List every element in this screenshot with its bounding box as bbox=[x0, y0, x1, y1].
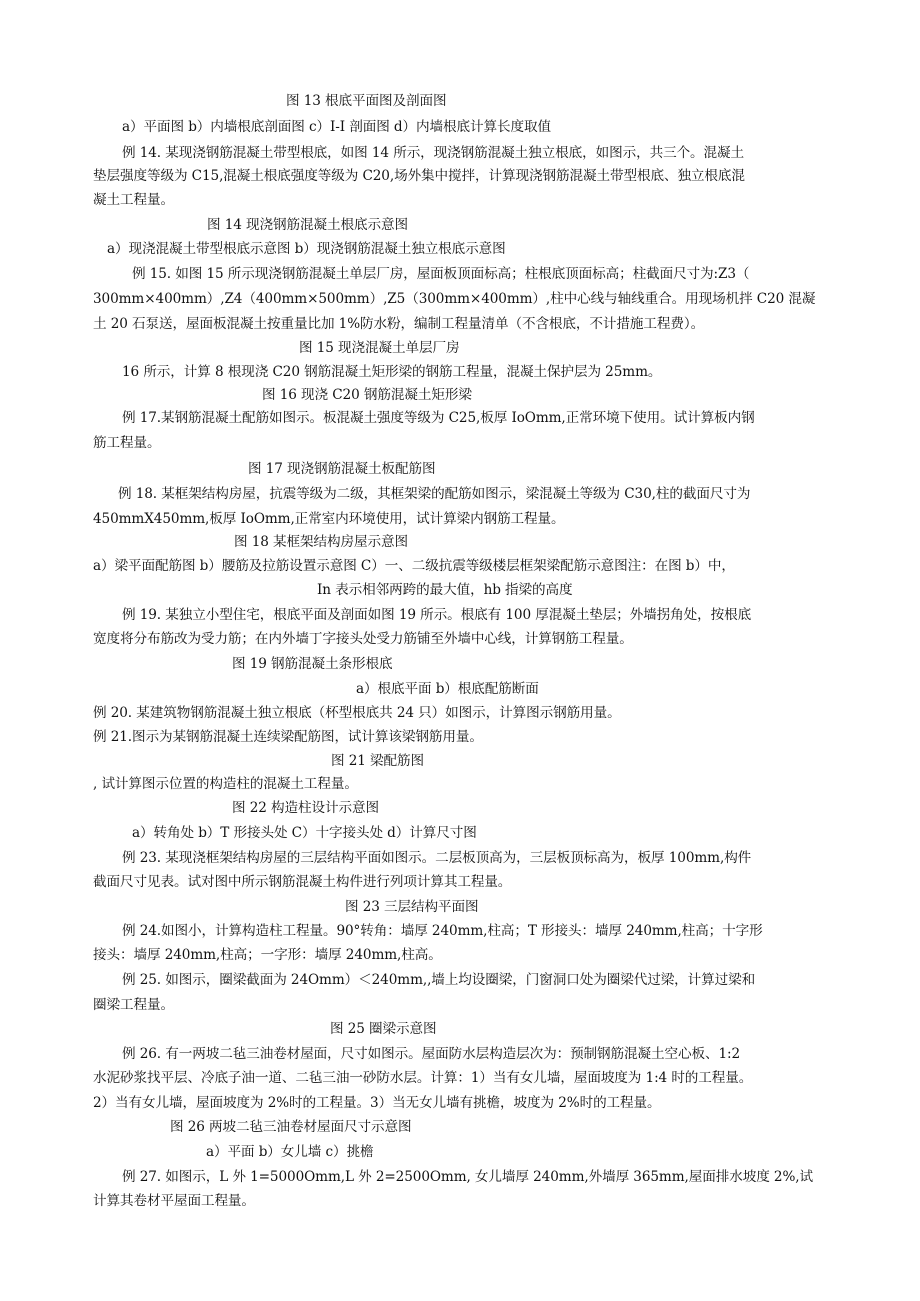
figure-subcaption-13: a）平面图 b）内墙根底剖面图 c）I-I 剖面图 d）内墙根底计算长度取值 bbox=[122, 119, 551, 135]
figure-caption-21: 图 21 梁配筋图 bbox=[331, 753, 425, 769]
example-14-text-line-1: 例 14. 某现浇钢筋混凝土带型根底，如图 14 所示，现浇钢筋混凝土独立根底，如图示，共三个。混凝土 bbox=[122, 145, 745, 161]
example-21-text: 例 21.图示为某钢筋混凝土连续梁配筋图，试计算该梁钢筋用量。 bbox=[93, 729, 483, 745]
example-14-text-line-3: 凝土工程量。 bbox=[93, 192, 174, 208]
example-14-text-line-2: 垫层强度等级为 C15,混凝土根底强度等级为 C20,场外集中搅拌，计算现浇钢筋混凝土带型根底、独立根底混 bbox=[93, 168, 745, 184]
example-15-text-line-3: 土 20 石泵送，屋面板混凝土按重量比加 1%防水粉，编制工程量清单（不含根底，不计措施工程费）。 bbox=[93, 316, 705, 332]
figure-caption-15: 图 15 现浇混凝土单层厂房 bbox=[299, 340, 460, 356]
example-27-text-line-2: 计算其卷材平屋面工程量。 bbox=[93, 1193, 255, 1209]
example-19-text-line-2: 宽度将分布筋改为受力筋；在内外墙丁字接头处受力筋铺至外墙中心线，计算钢筋工程量。 bbox=[93, 631, 633, 647]
figure-caption-14: 图 14 现浇钢筋混凝土根底示意图 bbox=[207, 217, 408, 233]
example-25-text-line-1: 例 25. 如图示，圈梁截面为 24Omm）＜240mm,,墙上均设圈梁，门窗洞口处为圈梁代过梁，计算过梁和 bbox=[122, 972, 756, 988]
example-22-text: , 试计算图示位置的构造柱的混凝土工程量。 bbox=[93, 776, 358, 792]
figure-subcaption-14: a）现浇混凝土带型根底示意图 b）现浇钢筋混凝土独立根底示意图 bbox=[107, 241, 506, 257]
figure-subcaption-22: a）转角处 b）T 形接头处 C）十字接头处 d）计算尺寸图 bbox=[132, 825, 477, 841]
example-24-text-line-1: 例 24.如图小，计算构造柱工程量。90°转角：墙厚 240mm,柱高；T 形接头：墙厚 240mm,柱高；十字形 bbox=[122, 923, 763, 939]
figure-caption-26: 图 26 两坡二毡三油卷材屋面尺寸示意图 bbox=[170, 1119, 412, 1135]
example-26-text-line-3: 2）当有女儿墙，屋面坡度为 2%时的工程量。3）当无女儿墙有挑檐，坡度为 2%时的工程量。 bbox=[93, 1095, 661, 1111]
example-18-text-line-1: 例 18. 某框架结构房屋，抗震等级为二级，其框架梁的配筋如图示，梁混凝土等级为 C30,柱的截面尺寸为 bbox=[118, 486, 751, 502]
example-23-text-line-1: 例 23. 某现浇框架结构房屋的三层结构平面如图示。二层板顶高为，三层板顶标高为，板厚 100mm,构件 bbox=[122, 850, 752, 866]
figure-caption-23: 图 23 三层结构平面图 bbox=[345, 899, 479, 915]
example-19-text-line-1: 例 19. 某独立小型住宅，根底平面及剖面如图 19 所示。根底有 100 厚混凝土垫层；外墙拐角处，按根底 bbox=[122, 607, 752, 623]
figure-caption-19: 图 19 钢筋混凝土条形根底 bbox=[232, 656, 393, 672]
figure-caption-16: 图 16 现浇 C20 钢筋混凝土矩形梁 bbox=[262, 387, 472, 403]
example-16-text: 16 所示，计算 8 根现浇 C20 钢筋混凝土矩形梁的钢筋工程量，混凝土保护层为 25mm。 bbox=[122, 364, 662, 380]
figure-subcaption-18-line-2: In 表示相邻两跨的最大值，hb 指梁的高度 bbox=[317, 582, 573, 598]
example-26-text-line-1: 例 26. 有一两坡二毡三油卷材屋面，尺寸如图示。屋面防水层构造层次为：预制钢筋混凝土空心板、1:2 bbox=[122, 1046, 741, 1062]
example-24-text-line-2: 接头：墙厚 240mm,柱高；一字形：墙厚 240mm,柱高。 bbox=[93, 947, 442, 963]
figure-caption-18: 图 18 某框架结构房屋示意图 bbox=[234, 534, 408, 550]
figure-subcaption-18-line-1: a）梁平面配筋图 b）腰筋及拉筋设置示意图 C）一、二级抗震等级楼层框架梁配筋示意图注：在图 b）中， bbox=[93, 558, 735, 574]
figure-subcaption-26: a）平面 b）女儿墙 c）挑檐 bbox=[206, 1144, 374, 1160]
example-15-text-line-1: 例 15. 如图 15 所示现浇钢筋混凝土单层厂房，屋面板顶面标高；柱根底顶面标高；柱截面尺寸为:Z3（ bbox=[132, 266, 750, 282]
example-23-text-line-2: 截面尺寸见表。试对图中所示钢筋混凝土构件进行列项计算其工程量。 bbox=[93, 874, 512, 890]
example-17-text-line-1: 例 17.某钢筋混凝土配筋如图示。板混凝土强度等级为 C25,板厚 IoOmm,正常环境下使用。试计算板内钢 bbox=[122, 410, 755, 426]
example-20-text: 例 20. 某建筑物钢筋混凝土独立根底（杯型根底共 24 只）如图示，计算图示钢筋用量。 bbox=[93, 705, 621, 721]
example-25-text-line-2: 圈梁工程量。 bbox=[93, 997, 174, 1013]
figure-caption-22: 图 22 构造柱设计示意图 bbox=[232, 800, 379, 816]
example-18-text-line-2: 450mmX450mm,板厚 IoOmm,正常室内环境使用，试计算梁内钢筋工程量。 bbox=[93, 511, 565, 527]
example-26-text-line-2: 水泥砂浆找平层、冷底子油一道、二毡三油一砂防水层。计算：1）当有女儿墙，屋面坡度为 1:4 时的工程量。 bbox=[93, 1070, 753, 1086]
example-27-text-line-1: 例 27. 如图示，L 外 1=5000Omm,L 外 2=2500Omm, 女儿墙厚 240mm,外墙厚 365mm,屋面排水坡度 2%,试 bbox=[122, 1169, 813, 1185]
example-15-text-line-2: 300mm×400mm）,Z4（400mm×500mm）,Z5（300mm×400mm）,柱中心线与轴线重合。用现场机拌 C20 混凝 bbox=[93, 291, 816, 307]
figure-caption-17: 图 17 现浇钢筋混凝土板配筋图 bbox=[248, 461, 436, 477]
example-17-text-line-2: 筋工程量。 bbox=[93, 435, 161, 451]
figure-caption-13: 图 13 根底平面图及剖面图 bbox=[286, 93, 447, 109]
figure-caption-25: 图 25 圈梁示意图 bbox=[330, 1021, 437, 1037]
figure-subcaption-19: a）根底平面 b）根底配筋断面 bbox=[356, 681, 539, 697]
